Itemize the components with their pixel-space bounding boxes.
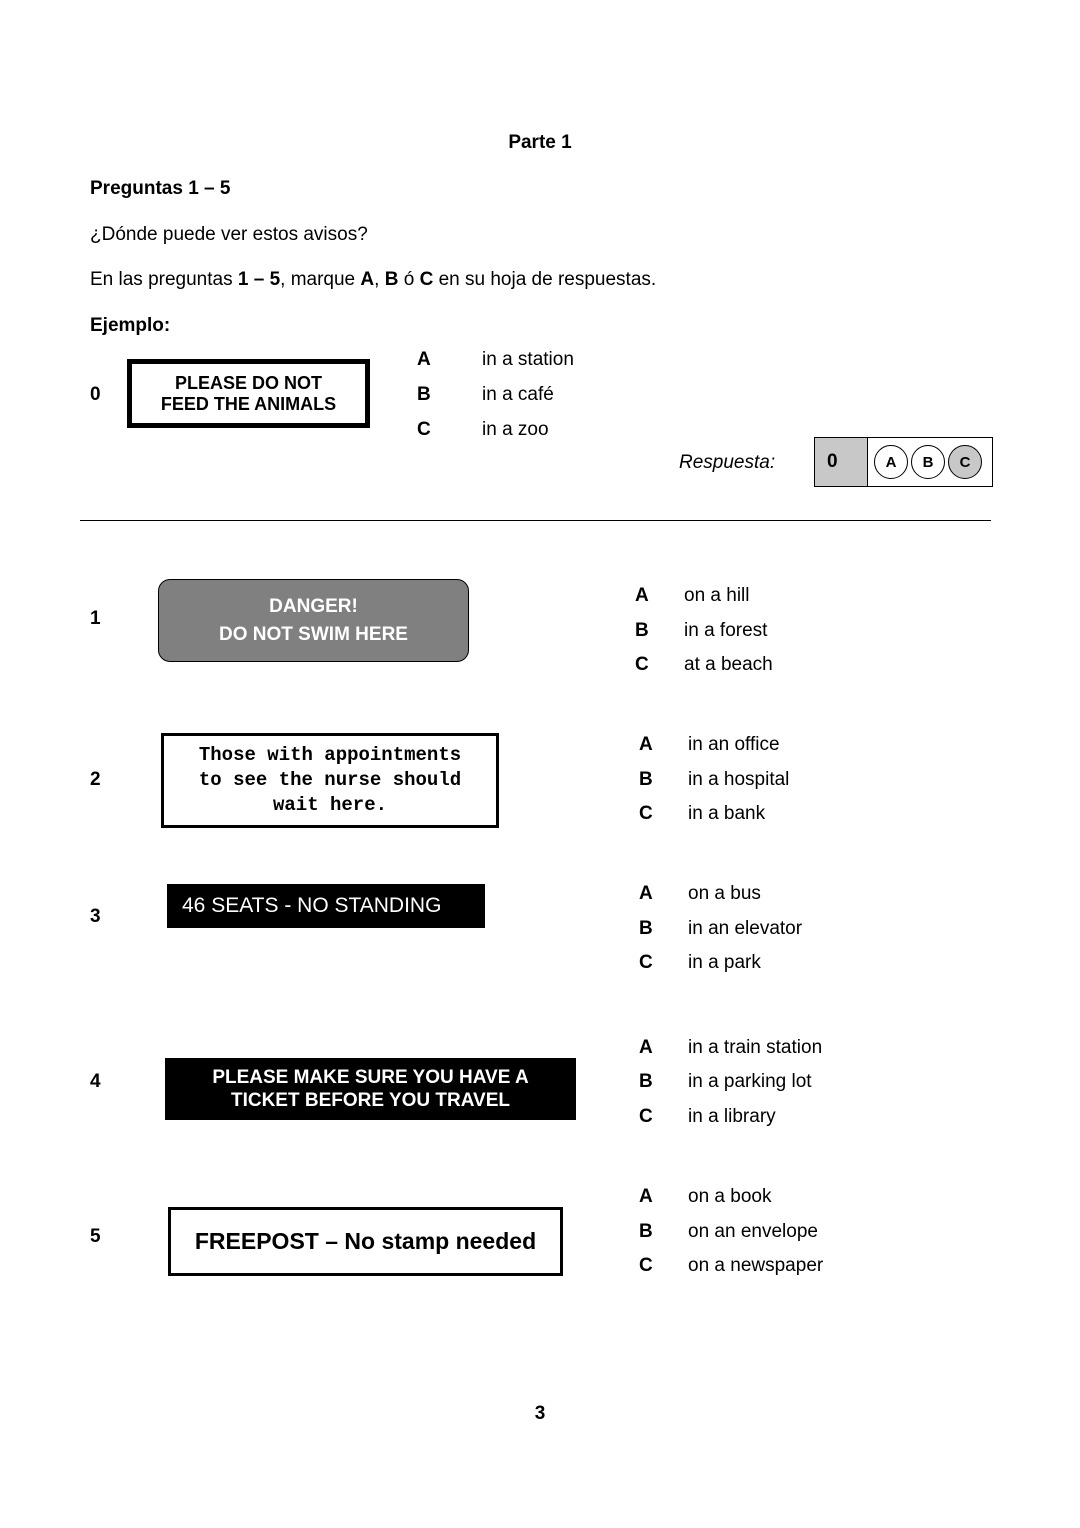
option-text: on an envelope xyxy=(688,1221,818,1242)
instruction-text: en su hoja de respuestas. xyxy=(433,269,657,290)
option-letter: A xyxy=(639,1037,653,1058)
option-text: on a book xyxy=(688,1186,772,1207)
option-letter: C xyxy=(639,1255,653,1276)
option-text: on a newspaper xyxy=(688,1255,824,1276)
option-text: in a bank xyxy=(688,803,766,824)
option-text: in an elevator xyxy=(688,918,803,939)
sign-text: PLEASE MAKE SURE YOU HAVE A xyxy=(212,1067,529,1088)
sign-text: PLEASE DO NOT xyxy=(174,372,322,393)
question-number: 5 xyxy=(90,1226,101,1247)
sign-nurse xyxy=(161,733,499,828)
option-letter: B xyxy=(639,1071,653,1092)
sign-text: to see the nurse should xyxy=(198,769,462,791)
answer-number: 0 xyxy=(815,438,868,486)
instruction-text: ó xyxy=(398,269,420,290)
option-letter: C xyxy=(639,803,653,824)
instruction-range: 1 – 5 xyxy=(237,269,281,290)
answer-choice-b: B xyxy=(911,445,945,479)
sign-text: FEED THE ANIMALS xyxy=(160,393,337,414)
option-text: in a station xyxy=(482,349,574,370)
instruction-letter: A xyxy=(360,269,375,290)
option-text: in a train station xyxy=(688,1037,823,1058)
option-text: in a park xyxy=(688,952,761,973)
option-letter: C xyxy=(639,952,653,973)
option-letter: C xyxy=(639,1106,653,1127)
example-sign xyxy=(127,359,370,428)
sign-freepost xyxy=(168,1207,563,1276)
sign-text: TICKET BEFORE YOU TRAVEL xyxy=(230,1090,511,1111)
sign-text: 46 SEATS - NO STANDING xyxy=(182,894,442,917)
sign-text: DO NOT SWIM HERE xyxy=(219,623,408,645)
sign-danger xyxy=(158,579,469,662)
instruction-text: , marque xyxy=(280,269,361,290)
instruction-letter: B xyxy=(384,269,399,290)
option-letter: B xyxy=(639,769,653,790)
option-letter: B xyxy=(639,1221,653,1242)
option-letter: B xyxy=(635,620,649,641)
option-letter: A xyxy=(639,734,653,755)
question-number: 2 xyxy=(90,769,101,790)
option-text: in a hospital xyxy=(688,769,790,790)
option-letter: A xyxy=(639,883,653,904)
sign-text: FREEPOST – No stamp needed xyxy=(194,1228,537,1254)
option-letter: A xyxy=(635,585,649,606)
instruction-question: ¿Dónde puede ver estos avisos? xyxy=(90,224,368,245)
option-text: in a café xyxy=(482,384,554,405)
option-letter: A xyxy=(417,349,431,370)
instruction-text: En las preguntas xyxy=(90,269,238,290)
option-text: in a library xyxy=(688,1106,776,1127)
option-letter: C xyxy=(635,654,649,675)
questions-range: Preguntas 1 – 5 xyxy=(90,178,231,199)
option-letter: A xyxy=(639,1186,653,1207)
sign-text: Those with appointments xyxy=(198,744,462,766)
instruction-letter: C xyxy=(419,269,434,290)
option-letter: B xyxy=(417,384,431,405)
answer-box xyxy=(814,437,993,487)
option-text: in a zoo xyxy=(482,419,549,440)
answer-label: Respuesta: xyxy=(679,452,776,473)
option-text: at a beach xyxy=(684,654,773,675)
option-letter: B xyxy=(639,918,653,939)
option-text: in a forest xyxy=(684,620,768,641)
question-number: 3 xyxy=(90,906,101,927)
option-text: on a hill xyxy=(684,585,750,606)
answer-choice-a: A xyxy=(874,445,908,479)
sign-ticket xyxy=(165,1058,576,1120)
answer-choice-c: C xyxy=(948,445,982,479)
option-letter: C xyxy=(417,419,431,440)
instruction-line xyxy=(90,269,656,291)
answer-choices xyxy=(868,438,982,486)
divider xyxy=(80,520,991,521)
question-number: 4 xyxy=(90,1071,101,1092)
instruction-text: , xyxy=(374,269,385,290)
question-number: 1 xyxy=(90,608,101,629)
sign-text: wait here. xyxy=(272,794,388,816)
option-text: in a parking lot xyxy=(688,1071,812,1092)
page-number: 3 xyxy=(534,1403,546,1424)
sign-text: DANGER! xyxy=(269,595,358,617)
part-title: Parte 1 xyxy=(508,132,572,153)
example-label: Ejemplo: xyxy=(90,315,171,336)
sign-seats xyxy=(167,884,485,928)
option-text: in an office xyxy=(688,734,780,755)
example-number: 0 xyxy=(90,384,101,405)
option-text: on a bus xyxy=(688,883,761,904)
